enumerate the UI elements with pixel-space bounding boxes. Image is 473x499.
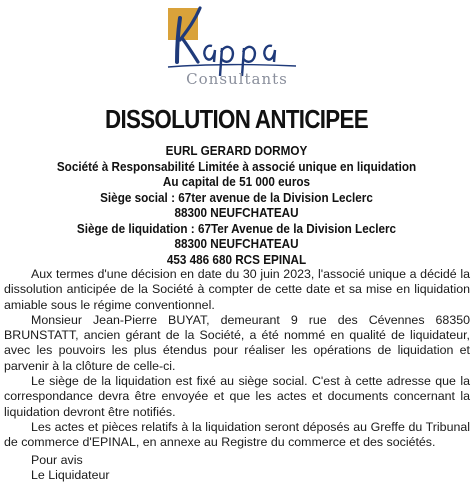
company-details (0, 144, 473, 268)
paragraph-filing: Les actes et pièces relatifs à la liquidation seront déposés au Greffe du Tribunal de commerce d'EPINAL, en annexe au Registre du commerce et des sociétés. (4, 419, 470, 450)
logo-swoosh (168, 65, 296, 67)
logo-mark (166, 4, 308, 90)
company-liquidation-office-city: 88300 NEUFCHATEAU (174, 237, 299, 251)
company-registered-office: Siège social : 67ter avenue de la Division Leclerc (100, 190, 373, 205)
kappa-consultants-logo (166, 4, 308, 90)
company-registered-office-city: 88300 NEUFCHATEAU (174, 206, 299, 220)
paragraph-decision: Aux termes d'une décision en date du 30 juin 2023, l'associé unique a décidé la dissolution anticipée de la Société à compter de cette date et sa mise en liquidation amiable sous le régime conventionnel. (4, 267, 470, 312)
logo-letter-a1 (204, 46, 215, 62)
logo-k-leg (182, 38, 198, 62)
signature-block (31, 453, 110, 484)
company-legal-form: Société à Responsabilité Limitée à associé unique en liquidation (56, 159, 417, 174)
company-liquidation-office: Siège de liquidation : 67Ter Avenue de la Division Leclerc (76, 221, 397, 236)
signature-line-notice: Pour avis (31, 453, 83, 467)
signature-line-role: Le Liquidateur (31, 468, 110, 483)
logo-tagline: Consultants (186, 70, 288, 88)
paragraph-liquidation-seat: Le siège de la liquidation est fixé au siège social. C'est à cette adresse que la correspondance devra être envoyée et que les actes et documents concernant la liquidation devront être notifiés. (4, 374, 470, 419)
company-rcs-number: 453 486 680 RCS EPINAL (166, 252, 307, 267)
page-title: DISSOLUTION ANTICIPEE (104, 104, 368, 134)
company-capital: Au capital de 51 000 euros (162, 175, 311, 189)
company-name: EURL GERARD DORMOY (165, 144, 308, 158)
paragraph-liquidator: Monsieur Jean-Pierre BUYAT, demeurant 9 rue des Cévennes 68350 BRUNSTATT, ancien gérant de la Société, a été nommé en qualité de liquidateur, avec les pouvoirs les plus étendus pour réaliser les opérations de liquidation et parvenir à la clôture de celle-ci. (4, 312, 470, 373)
notice-body (4, 267, 470, 451)
logo-letter-a2 (264, 46, 275, 62)
